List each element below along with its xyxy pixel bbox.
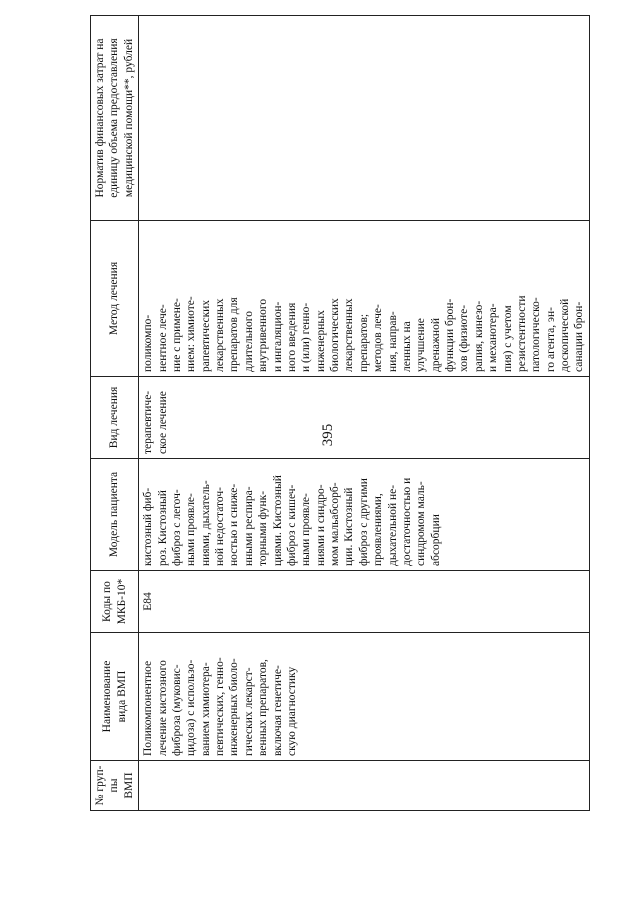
cell-patient-model: кистозный фиб- роз. Кистозный фиброз с легоч- ными проявле- ниями, дыхатель- ной недостаточ- ностью и сниже- нными респира- торными функ- циями. Кистозный фиброз с кишеч- ными проявле- ниями и синдро- мом мальабсорб- ции. Кистозный фиброз с другими проявлениями, дыхательной не- достаточностью и синдромом маль- абсорбции (139, 459, 590, 571)
cell-vmp-name: Поликомпонентное лечение кистозного фиброза (муковис- цидоза) с использо- ванием химиотера- певтических, генно- инженерных биоло- гических лекарст- венных препаратов, включая генетиче- скую диагностику (139, 633, 590, 761)
cell-treatment-method: поликомпо- нентное лече- ние с примене- нием: химиоте- рапевтических лекарственных препаратов для длительного внутривенного и ингаляцион- ного введения и (или) генно- инженерных биологических лекарственных препаратов; методов лече- ния, направ- ленных на улучшение дренажной функции брон- хов (физиоте- рапия, кинезо- и механотера- пия) с учетом резистентности патологическо- го агента, эн- доскопической санации брон- (139, 221, 590, 377)
header-cost-norm: Норматив финансовых затрат на единицу объема предоставления медицинской помощи**, рублей (91, 16, 139, 221)
vmp-table (90, 15, 590, 811)
table-header-row (91, 16, 139, 811)
header-group-number: № груп- пы ВМП (91, 761, 139, 811)
header-treatment-method: Метод лечения (91, 221, 139, 377)
rotated-table-frame (90, 16, 586, 811)
header-vmp-name: Наименование вида ВМП (91, 633, 139, 761)
cell-icd-codes: E84 (139, 571, 590, 633)
header-treatment-type: Вид лечения (91, 377, 139, 459)
table-row (139, 16, 590, 811)
cell-treatment-type: терапевтиче- ское лечение (139, 377, 590, 459)
header-icd-codes: Коды по МКБ-10* (91, 571, 139, 633)
header-patient-model: Модель пациента (91, 459, 139, 571)
page-number: 395 (320, 423, 336, 447)
table-container (90, 16, 586, 811)
cell-group-number (139, 761, 590, 811)
cell-cost-norm (139, 16, 590, 221)
